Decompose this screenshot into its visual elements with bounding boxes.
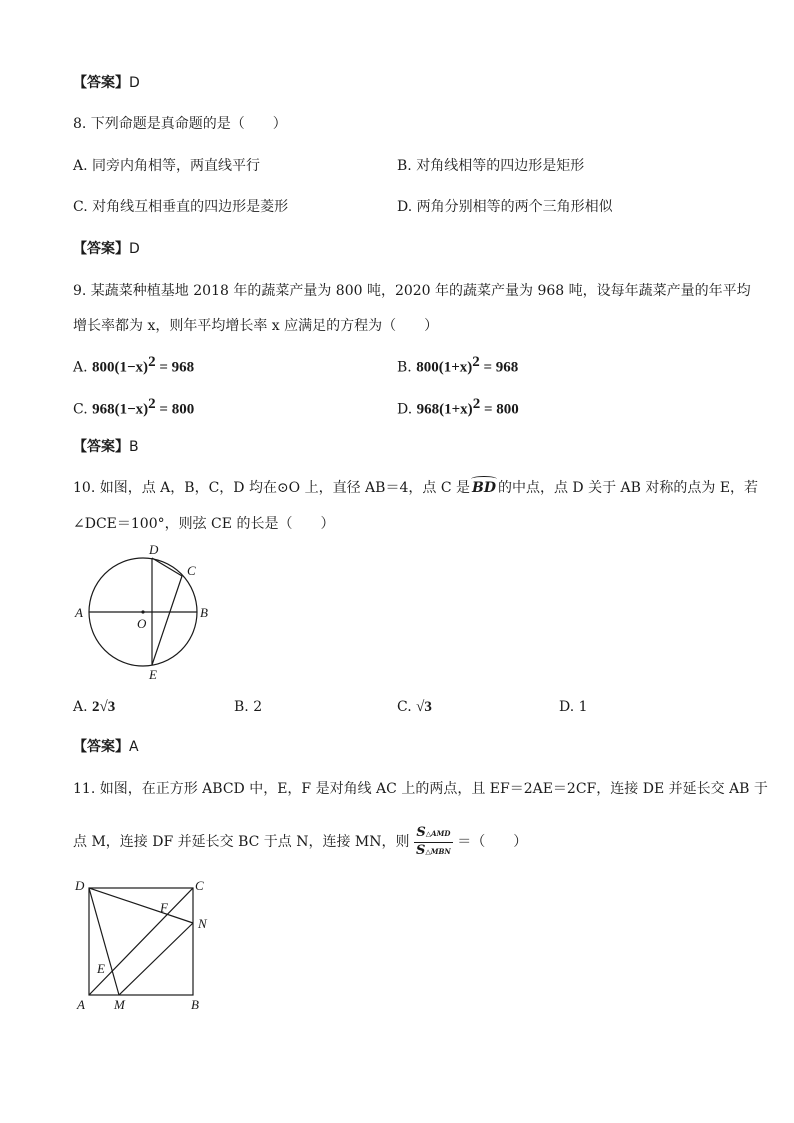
option-exp: 2 (148, 354, 156, 370)
answer-value: B (129, 439, 139, 455)
label-b: B (200, 605, 208, 620)
option-letter: C. (73, 401, 88, 418)
center-point (141, 610, 144, 613)
q10-option-d (559, 697, 588, 717)
stem-part: 点 M，连接 DF 并延长交 BC 于点 N，连接 MN，则 (73, 834, 410, 850)
option-exp: 2 (472, 396, 481, 412)
answer-label: 【答案】 (73, 75, 129, 91)
option-exp: 2 (472, 354, 480, 370)
answer-line-q10 (73, 737, 139, 757)
option-letter: B. (234, 699, 249, 715)
label-c: C (195, 878, 204, 893)
line-dn (89, 888, 193, 923)
answer-value: D (129, 241, 140, 257)
question-9-stem-line2: 增长率都为 x，则年平均增长率 x 应满足的方程为（ ） (73, 318, 439, 334)
option-expr: 968(1+x) (416, 401, 473, 418)
q9-option-b (397, 352, 518, 378)
q8-option-b: B. 对角线相等的四边形是矩形 (397, 158, 585, 174)
answer-label: 【答案】 (73, 439, 129, 455)
label-e: E (149, 667, 157, 682)
answer-line-q9 (73, 437, 139, 457)
q10-option-a (73, 697, 115, 717)
option-expr: 800(1+x) (416, 359, 473, 376)
stem-part: 的中点，点 D 关于 AB 对称的点为 E，若 (497, 480, 759, 496)
fraction-numerator (414, 825, 453, 843)
option-letter: B. (397, 359, 412, 376)
q9-option-d (397, 394, 519, 420)
den-sub: △MBN (425, 846, 451, 856)
option-value: 1 (578, 699, 588, 715)
label-b: B (191, 997, 199, 1012)
label-e: E (97, 961, 105, 976)
option-rhs: = 968 (155, 359, 195, 376)
answer-value: D (129, 75, 140, 91)
option-expr: 800(1−x) (92, 359, 149, 376)
option-value: 2 (253, 699, 263, 715)
option-exp: 2 (148, 396, 156, 412)
question-11-stem-line1: 11. 如图，在正方形 ABCD 中，E，F 是对角线 AC 上的两点，且 EF＝2AE＝2CF，连接 DE 并延长交 AB 于 (73, 781, 768, 797)
option-rhs: = 800 (155, 401, 195, 418)
question-9-stem-line1: 9. 某蔬菜种植基地 2018 年的蔬菜产量为 800 吨，2020 年的蔬菜产量为 968 吨，设每年蔬菜产量的年平均 (73, 283, 751, 299)
label-f: F (160, 900, 168, 915)
q8-option-c: C. 对角线互相垂直的四边形是菱形 (73, 199, 289, 215)
label-c: C (187, 563, 196, 578)
option-letter: A. (73, 359, 88, 376)
q11-square-figure (70, 872, 220, 1017)
answer-line-q8 (73, 239, 140, 259)
q10-option-b (234, 697, 262, 717)
question-8-stem: 8. 下列命题是真命题的是（ ） (73, 116, 287, 132)
num-s: S (416, 824, 426, 840)
q8-option-d: D. 两角分别相等的两个三角形相似 (397, 199, 613, 215)
stem-part: 10. 如图，点 A，B，C，D 均在⊙O 上，直径 AB＝4，点 C 是 (73, 480, 470, 496)
answer-label: 【答案】 (73, 241, 129, 257)
answer-line-q7 (73, 73, 140, 93)
option-rhs: = 800 (480, 401, 519, 418)
num-sub: △AMD (425, 828, 451, 838)
option-letter: A. (73, 699, 88, 715)
answer-label: 【答案】 (73, 739, 129, 755)
label-a: A (75, 605, 83, 620)
label-o: O (137, 616, 147, 631)
arc-bd (470, 478, 498, 498)
q10-option-c (397, 697, 432, 717)
option-expr: 968(1−x) (92, 401, 149, 418)
question-11-stem-line2 (73, 822, 527, 862)
answer-value: A (129, 739, 139, 755)
label-d: D (149, 542, 159, 557)
arc-mark (471, 476, 497, 482)
option-letter: C. (397, 699, 412, 715)
q8-option-a: A. 同旁内角相等，两直线平行 (73, 158, 261, 174)
stem-part: ＝（ ） (457, 834, 528, 850)
label-m: M (114, 997, 125, 1012)
area-ratio-fraction (414, 825, 453, 860)
question-10-stem-line1 (73, 478, 758, 498)
q9-option-c (73, 394, 194, 420)
option-rhs: = 968 (479, 359, 519, 376)
chord-ce (152, 576, 182, 665)
q10-circle-figure (70, 538, 220, 688)
question-10-stem-line2: ∠DCE＝100°，则弦 CE 的长是（ ） (73, 516, 335, 532)
option-letter: D. (397, 401, 413, 418)
fraction-denominator (414, 843, 453, 860)
label-a: A (77, 997, 85, 1012)
label-d: D (75, 878, 85, 893)
line-mn (119, 923, 193, 995)
option-value: 2√3 (92, 699, 116, 715)
option-letter: D. (559, 699, 575, 715)
arc-label: BD (471, 480, 496, 496)
q9-option-a (73, 352, 194, 378)
label-n: N (198, 916, 207, 931)
den-s: S (415, 842, 426, 858)
chord-dc (152, 558, 182, 576)
option-value: √3 (416, 699, 432, 715)
